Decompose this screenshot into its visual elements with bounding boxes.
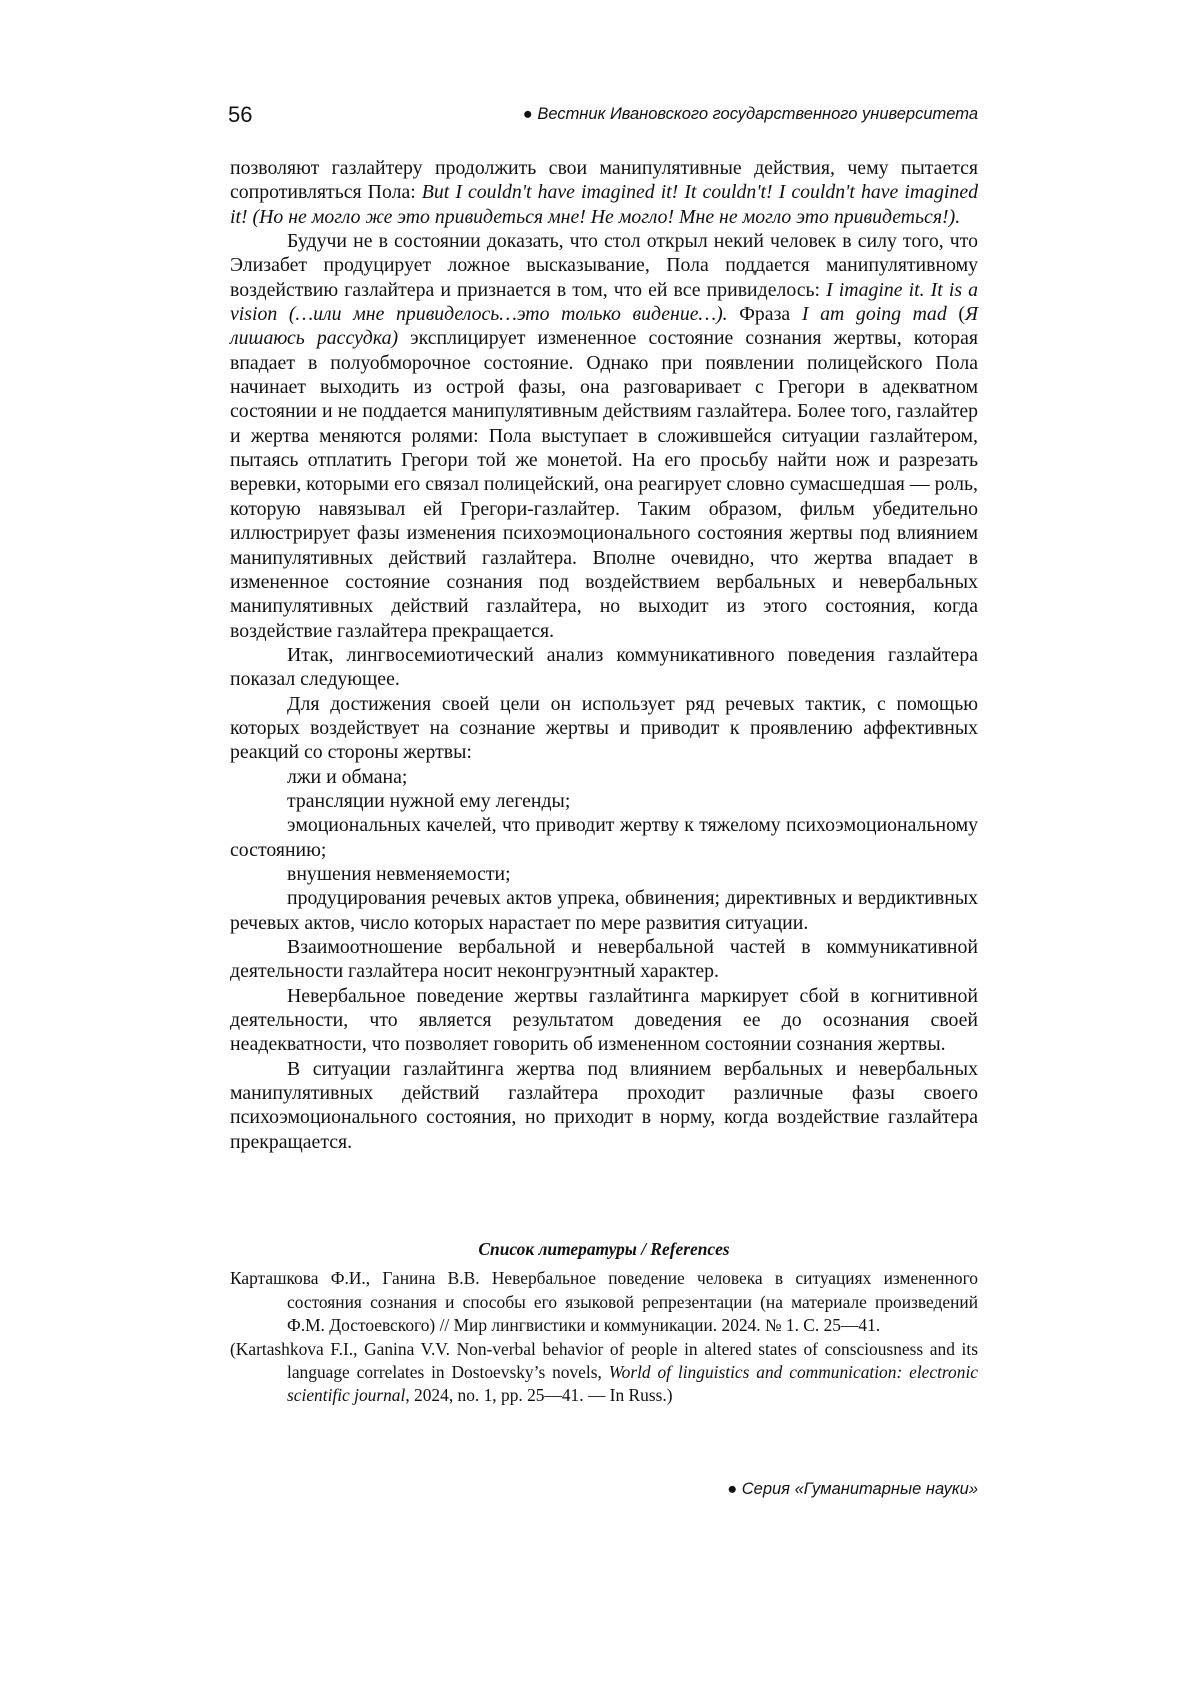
article-body <box>230 156 978 1154</box>
reference-journal: World of linguistics and communication: electronic scientific journal <box>287 1362 978 1406</box>
reference-entry <box>230 1338 978 1408</box>
paragraph: Для достижения своей цели он использует ряд речевых тактик, с помощью которых воздействует на сознание жертвы и приводит к проявлению аффективных реакций со стороны жертвы: <box>230 692 978 764</box>
journal-title: ● Вестник Ивановского государственного университета <box>522 105 978 123</box>
paragraph: Итак, лингвосемиотический анализ коммуникативного поведения газлайтера показал следующее. <box>230 643 978 691</box>
quote-text: Я лишаюсь рассудка) <box>230 303 978 350</box>
list-item: трансляции нужной ему легенды; <box>287 789 571 812</box>
reference-text: (Kartashkova F.I., Ganina V.V. Non-verbal behavior of people in altered states of consciousness and its language correlates in Dostoevsky’s novels, <box>230 1338 978 1383</box>
paragraph-text: Фраза <box>727 303 802 326</box>
paragraph: Невербальное поведение жертвы газлайтинга маркирует сбой в когнитивной деятельности, что является результатом доведения ее до осознания своей неадекватности, что позволяет говорить об измененном состоянии сознания жертвы. <box>230 984 978 1056</box>
list-item: внушения невменяемости; <box>287 862 511 885</box>
list-item: лжи и обмана; <box>287 765 408 788</box>
paragraph-text: эксплицирует измененное состояние сознания жертвы, которая впадает в полуобморочное состояние. Однако при появлении полицейского Пола начинает выходить из острой фазы, она разговаривает с Грегори в адекватном состоянии и не поддается манипулятивным действиям газлайтера. Более того, газлайтер и жертва меняются ролями: Пола выступает в сложившейся ситуации газлайтером, пытаясь отплатить Грегори той же монетой. На его просьбу найти нож и разрезать веревки, которыми его связал полицейский, она реагирует словно сумасшедшая — роль, которую навязывал ей Грегори-газлайтер. Таким образом, фильм убедительно иллюстрирует фазы изменения психоэмоционального состояния жертвы под влиянием манипулятивных действий газлайтера. Вполне очевидно, что жертва впадает в измененное состояние сознания под воздействием вербальных и невербальных манипулятивных действий газлайтера, но выходит из этого состояния, когда воздействие газлайтера прекращается. <box>230 327 978 642</box>
list-item: продуцирования речевых актов упрека, обвинения; директивных и вердиктивных речевых актов, число которых нарастает по мере развития ситуации. <box>230 887 978 934</box>
references-section <box>230 1238 978 1408</box>
paragraph: В ситуации газлайтинга жертва под влиянием вербальных и невербальных манипулятивных действий газлайтера проходит различные фазы своего психоэмоционального состояния, но приходит в норму, когда воздействие газлайтера прекращается. <box>230 1057 978 1153</box>
quote-text: I am going mad <box>801 303 947 326</box>
quote-text: I imagine it. It is a vision (…или мне привиделось…это только видение…). <box>230 278 978 326</box>
paragraph <box>230 156 978 229</box>
page-number: 56 <box>228 102 253 127</box>
references-heading: Список литературы / References <box>478 1239 730 1259</box>
series-footer: ● Серия «Гуманитарные науки» <box>727 1480 978 1498</box>
list-item: эмоциональных качелей, что приводит жертву к тяжелому психоэмоциональному состоянию; <box>230 814 978 861</box>
paragraph-text: позволяют газлайтеру продолжить свои манипулятивные действия, чему пытается сопротивляться Пола: <box>230 157 978 204</box>
reference-entry: Карташкова Ф.И., Ганина В.В. Невербальное поведение человека в ситуациях измененного состояния сознания и способы его языковой репрезентации (на материале произведений Ф.М. Достоевского) // Мир лингвистики и коммуникации. 2024. № 1. С. 25—41. <box>230 1268 978 1336</box>
reference-text: , 2024, no. 1, pp. 25—41. — In Russ.) <box>405 1385 673 1406</box>
running-header <box>228 102 978 132</box>
quote-text: But I couldn't have imagined it! It couldn't! I couldn't have imagined it! (Но не могло же это привидеться мне! Не могло! Мне не могло это привидеться!). <box>230 181 978 228</box>
paragraph-text: Будучи не в состоянии доказать, что стол открыл некий человек в силу того, что Элизабет продуцирует ложное высказывание, Пола поддается манипулятивному воздействию газлайтера и признается в том, что ей все привиделось: <box>230 230 978 301</box>
paragraph: Взаимоотношение вербальной и невербальной частей в коммуникативной деятельности газлайтера носит неконгруэнтный характер. <box>230 936 978 983</box>
paragraph <box>230 229 978 643</box>
paragraph-text: ( <box>946 303 965 326</box>
